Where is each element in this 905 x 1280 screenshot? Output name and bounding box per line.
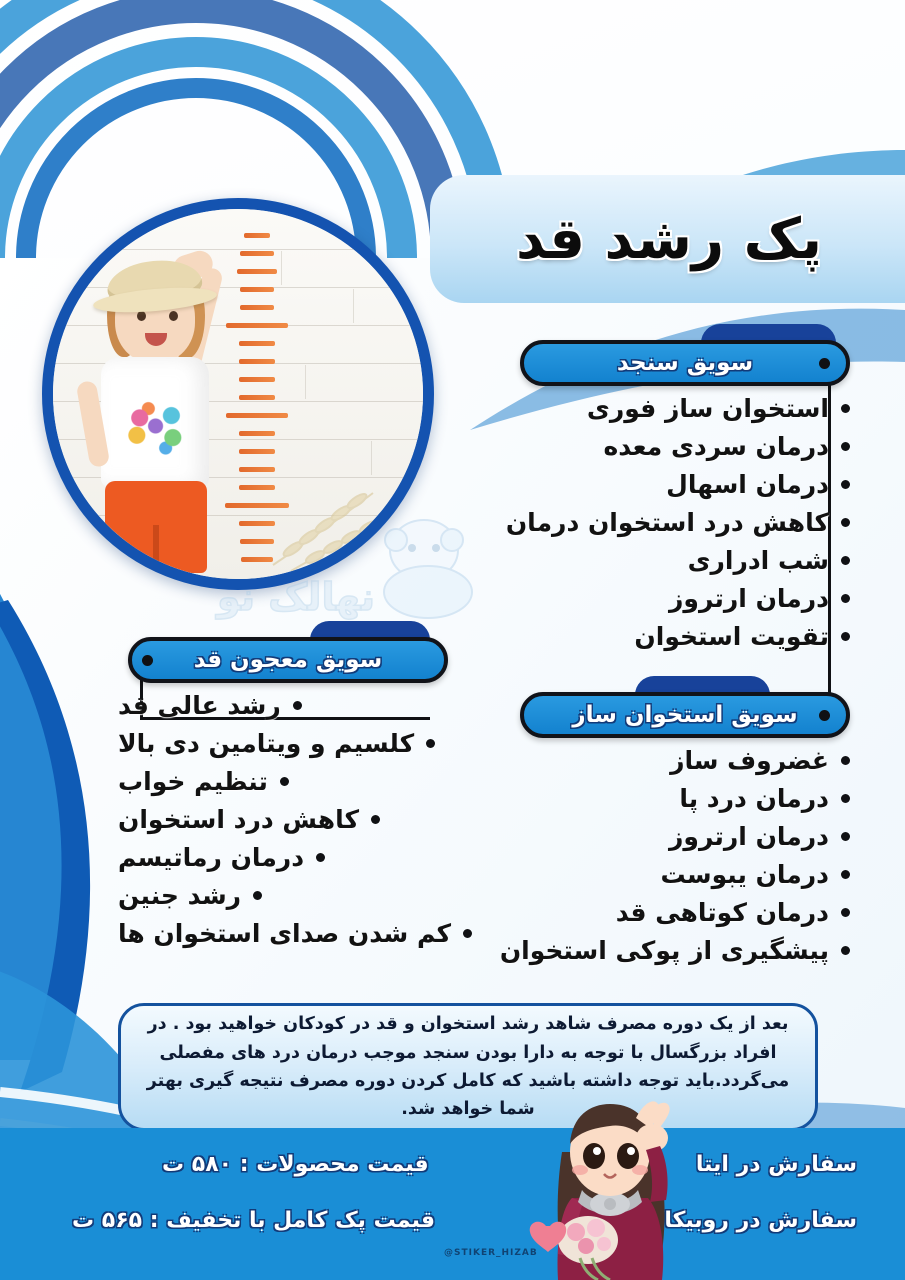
- section-header-majoon[interactable]: [118, 637, 448, 683]
- list-item-label: کاهش درد استخوان: [118, 805, 360, 834]
- list-item: [118, 731, 448, 756]
- section-header-sanjad[interactable]: [505, 340, 850, 386]
- section-title-majoon: سویق معجون قد: [193, 647, 383, 673]
- bullet-dot-icon: [841, 518, 850, 527]
- price-pack-discount-label: قیمت پک کامل با تخفیف : ۵۶۵ ت: [72, 1208, 436, 1233]
- list-item: [505, 748, 850, 773]
- list-item: [118, 807, 448, 832]
- bullet-dot-icon: [841, 870, 850, 879]
- bullet-dot-icon: [841, 442, 850, 451]
- bullet-dot-icon: [293, 701, 302, 710]
- list-item-label: درمان رماتیسم: [118, 843, 305, 872]
- list-item-label: تقویت استخوان: [634, 622, 829, 651]
- section-majoon-ghad: [118, 637, 452, 959]
- list-item: [118, 693, 448, 718]
- section-sanjad: [505, 340, 850, 662]
- child-shorts: [105, 481, 207, 573]
- list-item: [505, 824, 850, 849]
- bullet-dot-icon: [841, 556, 850, 565]
- list-item: [505, 786, 850, 811]
- list-item: [505, 862, 850, 887]
- list-item: [505, 548, 850, 573]
- bullet-dot-icon: [841, 794, 850, 803]
- bullet-dot-icon: [841, 594, 850, 603]
- list-item: [118, 883, 448, 908]
- bullet-dot-icon: [371, 815, 380, 824]
- description-text: بعد از یک دوره مصرف شاهد رشد استخوان و قد در کودکان خواهید بود . در افراد بزرگسال با توجه به دارا بودن سنجد موجب درمان درد های مفصلی می‌گردد.باید توجه داشته باشید که کامل کردن دوره مصرف نتیجه گیری بهتر شما خواهد شد.: [146, 1014, 790, 1120]
- list-item: [499, 936, 850, 965]
- list-item-label: درمان سردی معده: [603, 432, 829, 461]
- list-item: [118, 845, 448, 870]
- list-item-label: درمان ارتروز: [669, 584, 829, 613]
- benefit-list-sanjad: [505, 396, 850, 649]
- list-item-label: شب ادراری: [687, 546, 829, 575]
- connector-node-majoon: [142, 655, 153, 666]
- connector-node-sanjad: [819, 358, 830, 369]
- section-title-sanjad: سویق سنجد: [616, 350, 754, 376]
- bullet-dot-icon: [841, 480, 850, 489]
- list-item-label: درمان ارتروز: [669, 822, 829, 851]
- page-title: پک رشد قد: [515, 206, 823, 272]
- bullet-dot-icon: [841, 404, 850, 413]
- child-eye-left: [137, 311, 146, 321]
- list-item-label: کاهش درد استخوان درمان: [505, 508, 829, 537]
- title-banner: [430, 175, 905, 303]
- bullet-dot-icon: [316, 853, 325, 862]
- list-item: [505, 624, 850, 649]
- list-item: [505, 472, 850, 497]
- order-rubika-link[interactable]: سفارش در روبیکا: [664, 1208, 857, 1233]
- bullet-dot-icon: [253, 891, 262, 900]
- list-item: [505, 396, 850, 421]
- butterfly-print-icon: [121, 397, 193, 455]
- list-item-label: کم شدن صدای استخوان ها: [118, 919, 452, 948]
- order-eitaa-link[interactable]: سفارش در ایتا: [695, 1152, 857, 1177]
- list-item-label: درمان اسهال: [666, 470, 829, 499]
- benefit-list-majoon: [118, 691, 452, 948]
- list-item: [505, 586, 850, 611]
- list-item-label: تنظیم خواب: [118, 767, 268, 796]
- bullet-dot-icon: [426, 739, 435, 748]
- bullet-dot-icon: [841, 756, 850, 765]
- list-item: [118, 769, 448, 794]
- list-item-label: استخوان ساز فوری: [586, 394, 829, 423]
- wheat-icon: [263, 453, 413, 573]
- section-title-bone: سویق استخوان ساز: [572, 702, 798, 728]
- benefit-list-bone: [499, 746, 850, 965]
- list-item: [505, 510, 850, 535]
- sticker-credit: @STIKER_HIZAB: [444, 1248, 538, 1258]
- child-photo: [42, 198, 434, 590]
- section-header-bone[interactable]: [505, 692, 850, 738]
- child-eye-right: [169, 311, 178, 321]
- bullet-dot-icon: [280, 777, 289, 786]
- list-item: [505, 434, 850, 459]
- list-item-label: رشد جنین: [118, 881, 242, 910]
- description-box: [118, 1003, 818, 1131]
- bullet-dot-icon: [841, 832, 850, 841]
- girl-mascot-sticker: [510, 1094, 710, 1280]
- list-item-label: درمان یبوست: [660, 860, 829, 889]
- bullet-dot-icon: [841, 946, 850, 955]
- list-item-label: رشد عالی قد: [118, 691, 281, 720]
- list-item: [118, 919, 452, 948]
- list-item-label: درمان درد پا: [679, 784, 829, 813]
- list-item: [505, 900, 850, 925]
- list-item-label: پیشگیری از پوکی استخوان: [499, 936, 829, 965]
- price-products-label: قیمت محصولات : ۵۸۰ ت: [162, 1152, 429, 1177]
- list-item-label: غضروف ساز: [670, 746, 829, 775]
- watermark-brand-text: نهالک نو: [216, 575, 376, 619]
- bullet-dot-icon: [841, 908, 850, 917]
- connector-node-bone: [819, 710, 830, 721]
- bullet-dot-icon: [841, 632, 850, 641]
- list-item-label: درمان کوتاهی قد: [615, 898, 829, 927]
- section-bone-builder: [499, 692, 850, 976]
- list-item-label: کلسیم و ویتامین دی بالا: [118, 729, 415, 758]
